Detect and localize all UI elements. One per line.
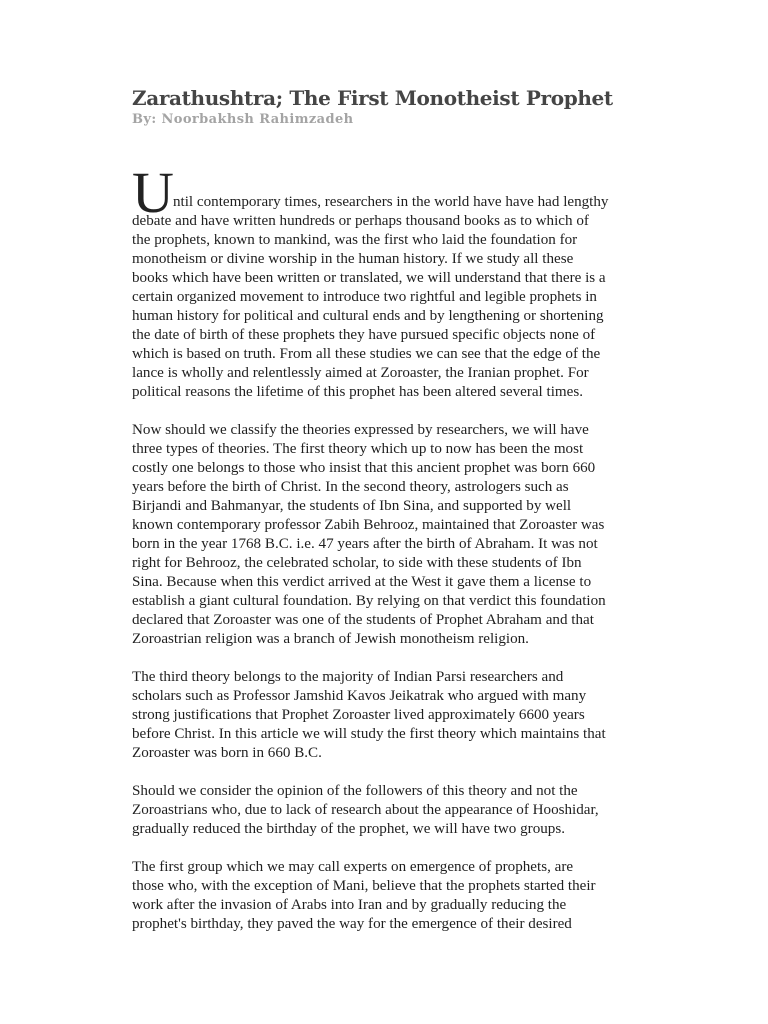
- text-line: lance is wholly and relentlessly aimed at Zoroaster, the Iranian prophet. For: [132, 365, 589, 381]
- article-body: [132, 160, 637, 934]
- text-line: human history for political and cultural ends and by lengthening or shortening: [132, 308, 604, 324]
- text-line: before Christ. In this article we will study the first theory which maintains that: [132, 726, 606, 742]
- text-line: The first group which we may call experts on emergence of prophets, are: [132, 859, 574, 875]
- text-line: books which have been written or translated, we will understand that there is a: [132, 270, 606, 286]
- text-line: Zoroaster was born in 660 B.C.: [132, 745, 322, 761]
- text-line: the prophets, known to mankind, was the first who laid the foundation for: [132, 232, 578, 248]
- first-line-text: ntil contemporary times, researchers in the world have have had lengthy: [173, 194, 609, 210]
- text-line: right for Behrooz, the celebrated scholar, to side with these students of Ibn: [132, 555, 582, 571]
- text-line: establish a giant cultural foundation. By relying on that verdict this foundation: [132, 593, 606, 609]
- text-line: the date of birth of these prophets they have pursued specific objects none of: [132, 327, 596, 343]
- text-line: known contemporary professor Zabih Behrooz, maintained that Zoroaster was: [132, 517, 605, 533]
- text-line: Now should we classify the theories expressed by researchers, we will have: [132, 422, 589, 438]
- article-byline: By: Noorbakhsh Rahimzadeh: [132, 112, 354, 127]
- article: [132, 84, 637, 953]
- text-line: which is based on truth. From all these studies we can see that the edge of the: [132, 346, 601, 362]
- text-line: debate and have written hundreds or perhaps thousand books as to which of: [132, 213, 589, 229]
- text-line: Zoroastrian religion was a branch of Jewish monotheism religion.: [132, 631, 529, 647]
- paragraph: [132, 782, 637, 839]
- article-title: Zarathushtra; The First Monotheist Prophet: [132, 86, 613, 110]
- text-line: work after the invasion of Arabs into Iran and by gradually reducing the: [132, 897, 567, 913]
- text-line: Zoroastrians who, due to lack of research about the appearance of Hooshidar,: [132, 802, 599, 818]
- paragraph: [132, 668, 637, 763]
- text-line: Birjandi and Bahmanyar, the students of Ibn Sina, and supported by well: [132, 498, 572, 514]
- paragraph: [132, 421, 637, 649]
- text-line: political reasons the lifetime of this prophet has been altered several times.: [132, 384, 583, 400]
- text-line: prophet's birthday, they paved the way for the emergence of their desired: [132, 916, 572, 932]
- text-line: declared that Zoroaster was one of the students of Prophet Abraham and that: [132, 612, 594, 628]
- text-line: The third theory belongs to the majority of Indian Parsi researchers and: [132, 669, 564, 685]
- text-line: scholars such as Professor Jamshid Kavos Jeikatrak who argued with many: [132, 688, 587, 704]
- text-line: certain organized movement to introduce two rightful and legible prophets in: [132, 289, 597, 305]
- text-line: gradually reduced the birthday of the prophet, we will have two groups.: [132, 821, 565, 837]
- text-line: Sina. Because when this verdict arrived at the West it gave them a license to: [132, 574, 592, 590]
- text-line: three types of theories. The first theory which up to now has been the most: [132, 441, 584, 457]
- text-line: costly one belongs to those who insist that this ancient prophet was born 660: [132, 460, 596, 476]
- text-line: born in the year 1768 B.C. i.e. 47 years after the birth of Abraham. It was not: [132, 536, 598, 552]
- text-line: strong justifications that Prophet Zoroaster lived approximately 6600 years: [132, 707, 585, 723]
- text-line: those who, with the exception of Mani, believe that the prophets started their: [132, 878, 596, 894]
- paragraph: [132, 858, 637, 934]
- text-line: Should we consider the opinion of the followers of this theory and not the: [132, 783, 578, 799]
- paragraph: [132, 160, 637, 402]
- text-line: monotheism or divine worship in the human history. If we study all these: [132, 251, 574, 267]
- text-line: years before the birth of Christ. In the second theory, astrologers such as: [132, 479, 569, 495]
- drop-cap: U: [132, 160, 174, 225]
